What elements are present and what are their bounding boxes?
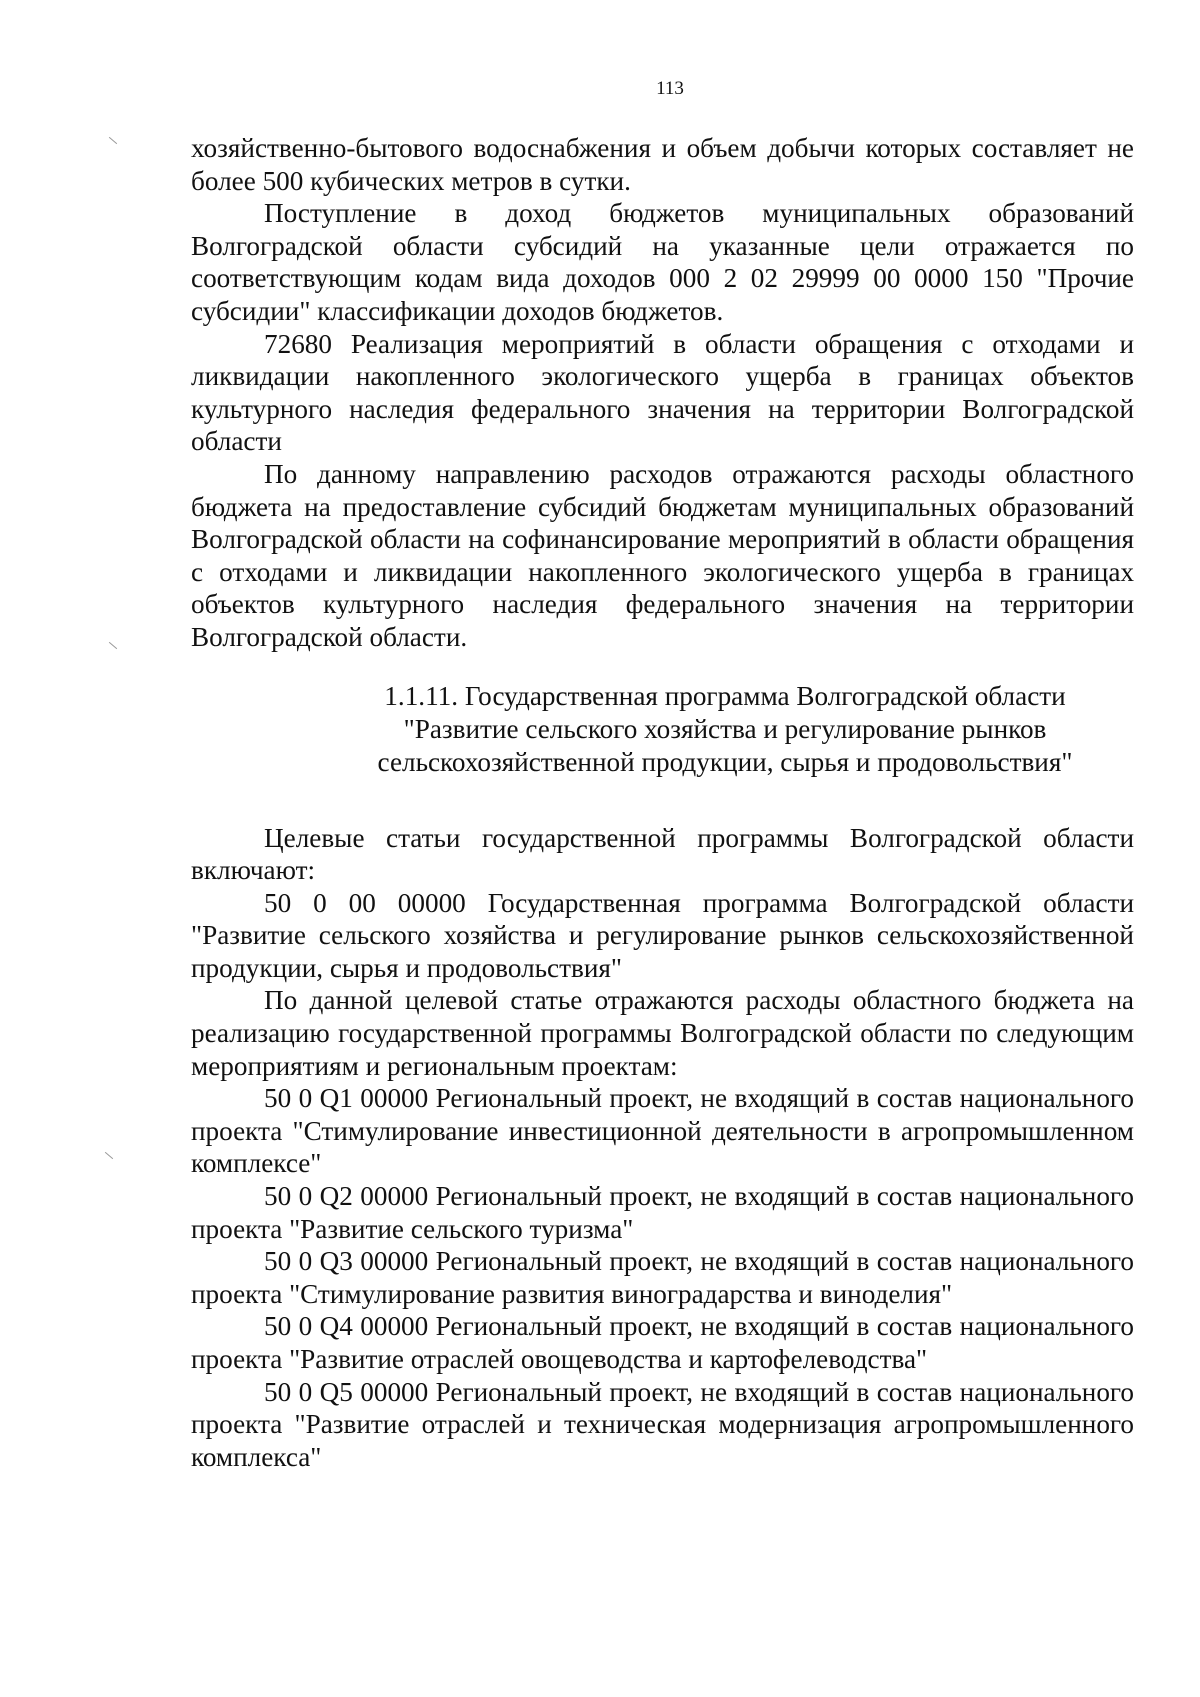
scan-artifact-mark — [105, 1152, 113, 1159]
paragraph: 50 0 00 00000 Государственная программа Волгоградской области "Развитие сельского хозяйства и регулирование рынков сельскохозяйственной продукции, сырья и продовольствия" — [191, 887, 1134, 983]
paragraph: По данному направлению расходов отражаются расходы областного бюджета на предоставление субсидий бюджетам муниципальных образований Волгоградской области на софинансирование мероприятий в области обращения с отходами и ликвидации накопленного экологического ущерба в границах объектов культурного наследия федерального значения на территории Волгоградской области. — [191, 458, 1134, 652]
document-body — [191, 132, 1134, 1473]
paragraph: 50 0 Q3 00000 Региональный проект, не входящий в состав национального проекта "Стимулирование развития виноградарства и виноделия" — [191, 1246, 1134, 1309]
paragraph: 50 0 Q2 00000 Региональный проект, не входящий в состав национального проекта "Развитие сельского туризма" — [191, 1181, 1134, 1244]
section-heading — [191, 680, 1125, 779]
section-heading-line: "Развитие сельского хозяйства и регулирование рынков — [403, 713, 1047, 744]
paragraph: хозяйственно-бытового водоснабжения и объем добычи которых составляет не более 500 кубических метров в сутки. — [191, 133, 1134, 196]
paragraph: Целевые статьи государственной программы Волгоградской области включают: — [191, 822, 1134, 886]
paragraph: 72680 Реализация мероприятий в области обращения с отходами и ликвидации накопленного экологического ущерба в границах объектов культурного наследия федерального значения на территории Волгоградской области — [191, 328, 1134, 457]
section-heading-line: 1.1.11. Государственная программа Волгоградской области — [384, 680, 1066, 711]
paragraph: Поступление в доход бюджетов муниципальных образований Волгоградской области субсидий на указанные цели отражается по соответствующим кодам вида доходов 000 2 02 29999 00 0000 150 "Прочие субсидии" классификации доходов бюджетов. — [191, 198, 1134, 326]
paragraph: 50 0 Q5 00000 Региональный проект, не входящий в состав национального проекта "Развитие отраслей и техническая модернизация агропромышленного комплекса" — [191, 1376, 1134, 1472]
paragraph: По данной целевой статье отражаются расходы областного бюджета на реализацию государственной программы Волгоградской области по следующим мероприятиям и региональным проектам: — [191, 985, 1134, 1081]
paragraph: 50 0 Q1 00000 Региональный проект, не входящий в состав национального проекта "Стимулирование инвестиционной деятельности в агропромышленном комплексе" — [191, 1083, 1134, 1179]
scan-artifact-mark — [109, 642, 117, 649]
page-number: 113 — [656, 78, 684, 99]
scan-artifact-mark — [109, 137, 117, 144]
section-heading-line: сельскохозяйственной продукции, сырья и продовольствия" — [377, 746, 1073, 777]
paragraph: 50 0 Q4 00000 Региональный проект, не входящий в состав национального проекта "Развитие отраслей овощеводства и картофелеводства" — [191, 1311, 1134, 1374]
